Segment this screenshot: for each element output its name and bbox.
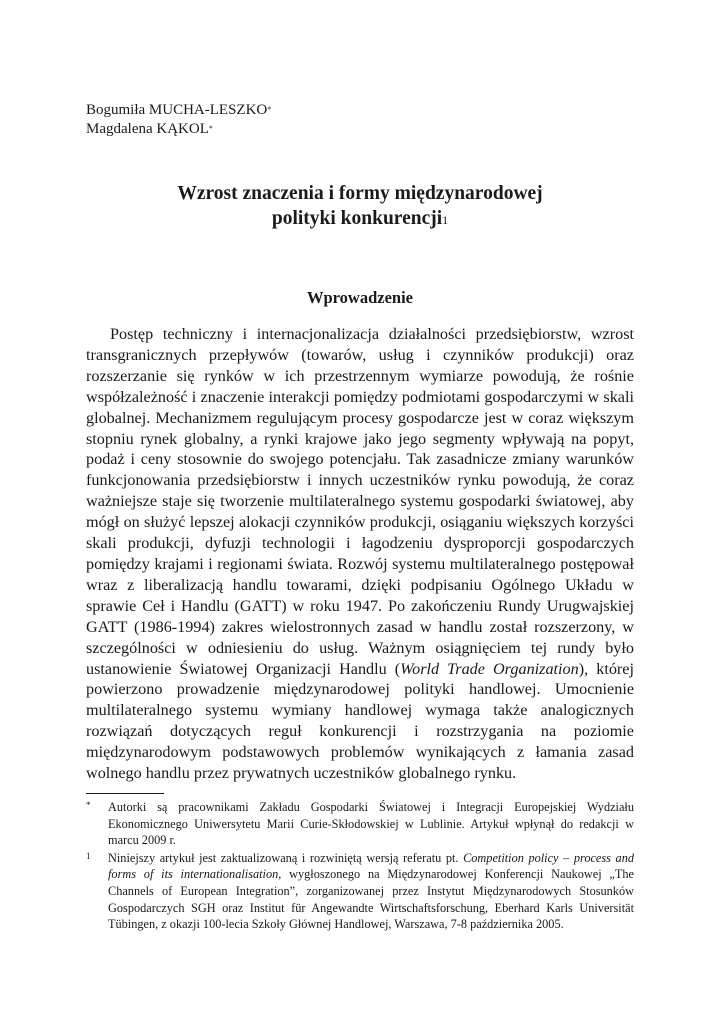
paper-title-line-1: Wzrost znaczenia i formy międzynarodowej xyxy=(177,183,543,204)
footnote-1-mark: 1 xyxy=(86,850,91,861)
paper-title-line-2 xyxy=(86,206,634,231)
intro-paragraph-text-1: Postęp techniczny i internacjonalizacja działalności przedsiębiorstw, wzrost transgranicznych przepływów (towarów, usług i czynników produkcji) oraz rozszerzanie się rynków w ich przestrzennym wymiarze powodują, że rośnie współzależność i znaczenie interakcji pomiędzy podmiotami gospodarczymi w skali globalnej. Mechanizmem regulującym procesy gospodarcze jest w coraz większym stopniu rynek globalny, a rynki krajowe jako jego segmenty wpływają na popyt, podaż i ceny stosownie do swojego potencjału. Tak zasadnicze zmiany warunków funkcjonowania przedsiębiorstw i innych uczestników rynku powodują, że coraz ważniejsze staje się tworzenie multilateralnego systemu gospodarki światowej, aby mógł on służyć lepszej alokacji czynników produkcji, osiąganiu większych korzyści skali produkcji, dyfuzji technologii i łagodzeniu dysproporcji gospodarczych pomiędzy krajami i regionami świata. Rozwój systemu multilateralnego postępował wraz z liberalizacją handlu towarami, dzięki podpisaniu Ogólnego Układu w sprawie Ceł i Handlu (GATT) w roku 1947. Po zakończeniu Rundy Urugwajskiej GATT (1986-1994) zakres wielostronnych zasad w handlu został rozszerzony, w szczególności w odniesieniu do usług. Ważnym osiągnięciem tej rundy było ustanowienie Światowej Organizacji Handlu ( xyxy=(86,325,634,678)
footnote-1-italic: Competition policy – process and forms of its internationalisation xyxy=(108,850,634,882)
paper-page xyxy=(86,0,634,1024)
footnote-divider xyxy=(86,793,164,794)
footnotes xyxy=(86,799,634,934)
footnote-asterisk-mark: * xyxy=(86,800,91,810)
section-heading: Wprowadzenie xyxy=(306,288,414,307)
intro-paragraph-text-2: ), której powierzono prowadzenie międzynarodowej polityki handlowej. Umocnienie multilateralnego systemu wymiany handlowej wymaga także analogicznych rozwiązań dotyczących reguł konkurencji i rozstrzygania na poziomie międzynarodowym podstawowych problemów wynikających z łamania zasad wolnego handlu przez prywatnych uczestników globalnego rynku. xyxy=(86,659,634,783)
paper-title xyxy=(86,181,634,231)
intro-paragraph xyxy=(86,324,634,784)
footnote-1-text-2: , wygłoszonego na Międzynarodowej Konferencji Naukowej „The Channels of European Integration”, zorganizowanej przez Instytut Międzynarodowych Stosunków Gospodarczych SGH oraz Institut für Angewandte Wirtschaftsforschung, Eberhard Karls Universität Tübingen, z okazji 100-lecia Szkoły Głównej Handlowej, Warszawa, 7-8 października 2005. xyxy=(108,867,635,932)
footnote-1-text-1: Niniejszy artykuł jest zaktualizowaną i rozwiniętą wersją referatu pt. xyxy=(108,850,464,865)
footnote-1 xyxy=(86,850,634,933)
footnote-asterisk xyxy=(86,799,634,849)
author-1-name: Bogumiła MUCHA-LESZKO xyxy=(86,102,268,118)
intro-paragraph-italic: World Trade Organization xyxy=(400,659,579,678)
title-footnote-mark: 1 xyxy=(442,213,449,227)
author-1-footnote-mark: * xyxy=(267,105,272,114)
footnote-asterisk-text: Autorki są pracownikami Zakładu Gospodarki Światowej i Integracji Europejskiej Wydziału Ekonomicznego Uniwersytetu Marii Curie-Skłodowskiej w Lublinie. Artykuł wpłynął do redakcji w marcu 2009 r. xyxy=(108,800,634,848)
author-1 xyxy=(86,101,271,120)
paper-title-line-2-text: polityki konkurencji xyxy=(271,208,443,229)
author-list xyxy=(86,101,271,139)
author-2-footnote-mark: * xyxy=(208,124,213,133)
author-2 xyxy=(86,120,271,139)
author-2-name: Magdalena KĄKOL xyxy=(86,121,209,137)
